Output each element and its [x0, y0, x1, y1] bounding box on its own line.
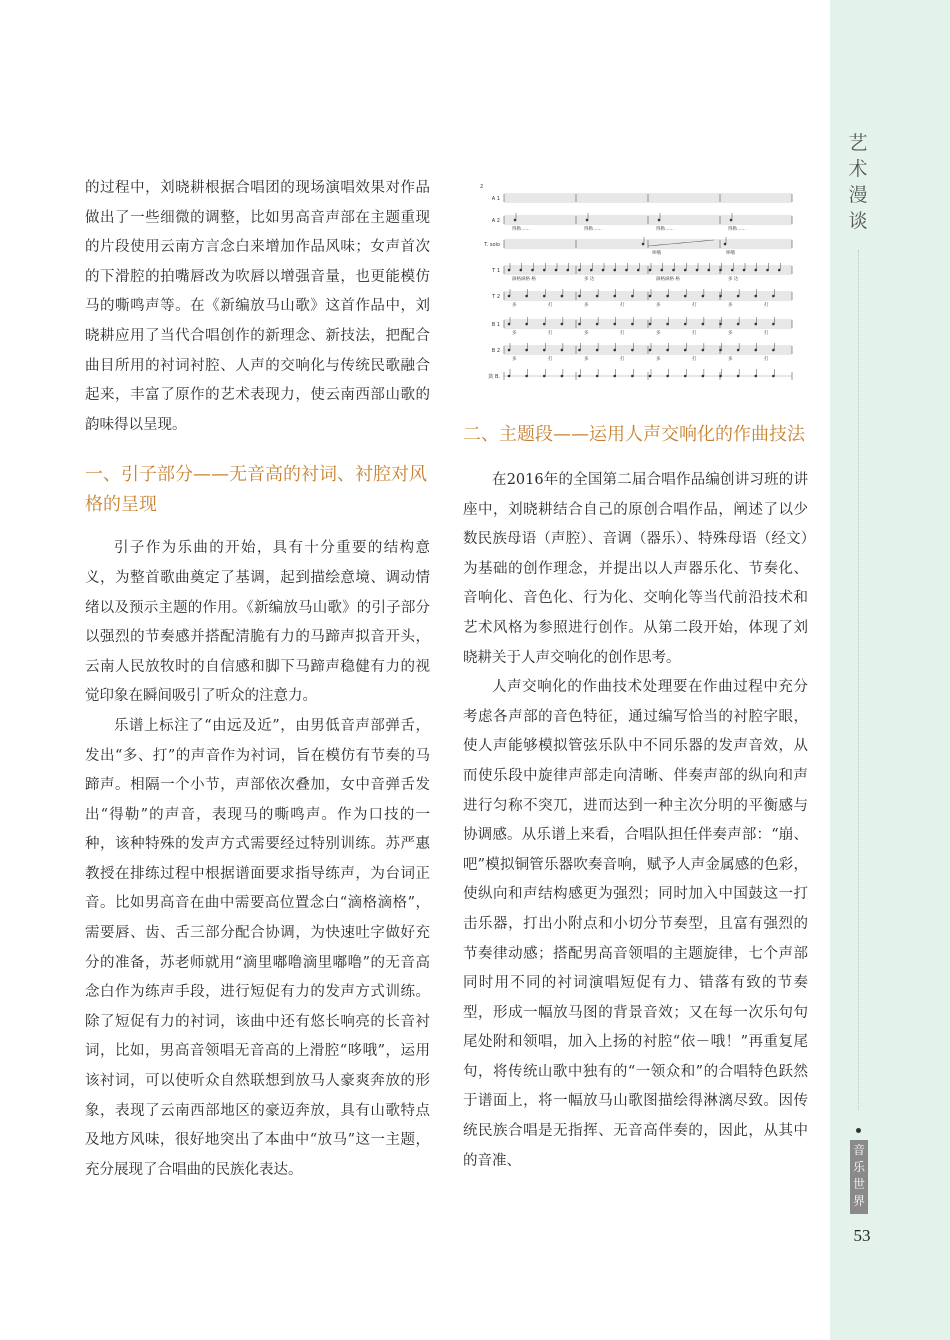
note-head [613, 375, 616, 378]
note-head [561, 295, 564, 298]
note-head [578, 323, 581, 326]
lyric-b2: 打 [548, 357, 553, 362]
note-head [613, 295, 616, 298]
paragraph-lecture: 在2016年的全国第二届合唱作品编创讲习班的讲座中，刘晓耕结合自己的原创合唱作品，阐述了以少数民族母语（声腔）、音调（器乐）、特殊母语（经文）为基础的创作理念，并提出以人声器乐化、节奏化、音响化、音色化、行为化、交响化等当代前沿技术和艺术风格为参照进行创作。从第二段开始，体现了刘晓耕关于人声交响化的创作思考。 [463, 472, 808, 666]
score-measure-number: 2 [480, 184, 484, 190]
note-head [702, 295, 705, 298]
note-head [613, 269, 616, 272]
note-head [631, 295, 634, 298]
note-head [778, 269, 781, 272]
score-part-label: T. solo [484, 242, 500, 248]
note-head [578, 349, 581, 352]
note-head [596, 295, 599, 298]
lyric-b1: 打 [548, 331, 553, 336]
note-head [658, 219, 661, 222]
note-head [772, 295, 775, 298]
note-head [649, 375, 652, 378]
paragraph-intro: 的过程中，刘晓耕根据合唱团的现场演唱效果对作品做出了一些细微的调整，比如男高音声部在主题重现的片段使用云南方言念白来增加作品风味；女声首次的下滑腔的拍嘴唇改为吹唇以增强音量，也更能模仿马的嘶鸣声等。在《新编放马山歌》这首作品中，刘晓耕应用了当代合唱创作的新理念、新技法，把配合曲目所用的衬词衬腔、人声的交响化与传统民歌融合起来，丰富了原作的艺术表现力，使云南西部山歌的韵味得以呈现。 [85, 180, 430, 433]
note-head [525, 323, 528, 326]
lyric-t2: 打 [548, 303, 553, 308]
lyric-t2: 打 [692, 303, 697, 308]
lyric-b1: 多 [584, 331, 589, 336]
note-head [649, 323, 652, 326]
note-head [514, 219, 517, 222]
score-part-label: T 2 [492, 294, 500, 300]
note-head [684, 269, 687, 272]
dot-mark [856, 1128, 861, 1133]
note-head [613, 349, 616, 352]
score-part-label: T 1 [492, 268, 500, 274]
note-head [578, 295, 581, 298]
note-head [743, 269, 746, 272]
lyric-b2: 多 [656, 357, 661, 362]
lyric-t2: 打 [620, 303, 625, 308]
score-part-label: 鼓 B. [488, 374, 500, 380]
note-head [719, 269, 722, 272]
lyric-t1: 多 达 [584, 277, 595, 282]
lyric-a2: 得勒…… [728, 227, 746, 232]
score-part-label: A 2 [491, 218, 500, 224]
note-head [649, 269, 652, 272]
note-head [525, 349, 528, 352]
note-head [737, 323, 740, 326]
note-head [543, 269, 546, 272]
lyric-tsolo: 哆哦 [726, 251, 735, 256]
note-head [754, 295, 757, 298]
note-head [719, 375, 722, 378]
note-head [737, 375, 740, 378]
lyric-b1: 打 [764, 331, 769, 336]
note-head [772, 375, 775, 378]
note-head [543, 375, 546, 378]
note-head [754, 375, 757, 378]
note-head [561, 349, 564, 352]
note-head [737, 295, 740, 298]
lyric-t1: 多 达 [728, 277, 739, 282]
note-head [525, 375, 528, 378]
note-head [754, 349, 757, 352]
lyric-b2: 打 [764, 357, 769, 362]
note-head [707, 269, 710, 272]
lyric-t2: 多 [656, 303, 661, 308]
note-head [684, 349, 687, 352]
note-head [666, 375, 669, 378]
note-head [719, 295, 722, 298]
note-head [666, 349, 669, 352]
music-score [476, 184, 794, 390]
lyric-t2: 多 [584, 303, 589, 308]
note-head [602, 269, 605, 272]
note-head [596, 323, 599, 326]
note-head [772, 323, 775, 326]
note-head [543, 349, 546, 352]
note-head [684, 375, 687, 378]
lyric-b1: 多 [656, 331, 661, 336]
lyric-b1: 打 [692, 331, 697, 336]
paragraph-symphonic: 人声交响化的作曲技术处理要在作曲过程中充分考虑各声部的音色特征，通过编写恰当的衬腔字眼，使人声能够模拟管弦乐队中不同乐器的发声音效，从而使乐段中旋律声部走向清晰、伴奏声部的纵向和声进行匀称不突兀，进而达到一种主次分明的平衡感与协调感。从乐谱上来看，合唱队担任伴奏声部：“崩、吧”模拟铜管乐器吹奏音响，赋予人声金属感的色彩，使纵向和声结构感更为强烈；同时加入中国鼓这一打击乐器，打出小附点和小切分节奏型，且富有强烈的节奏律动感；搭配男高音领唱的主题旋律，七个声部同时用不同的衬词演唱短促有力、错落有致的节奏型，形成一幅放马图的背景音效；又在每一次乐句句尾处附和领唱，加入上扬的衬腔“依－哦！”再重复尾句，将传统山歌中独有的“一领众和”的合唱特色跃然于谱面上，将一幅放马山歌图描绘得淋漓尽致。因传统民族合唱是无指挥、无音高伴奏的，因此，从其中的音准、 [463, 679, 808, 1169]
note-head [766, 269, 769, 272]
note-head [724, 243, 727, 246]
note-head [754, 323, 757, 326]
note-head [631, 349, 634, 352]
note-head [660, 269, 663, 272]
note-head [642, 243, 645, 246]
score-part-label: A 1 [491, 196, 500, 202]
note-head [730, 219, 733, 222]
column-label: 艺术漫谈 [848, 132, 870, 232]
note-head [596, 375, 599, 378]
dotted-rule [858, 250, 859, 1110]
note-head [631, 375, 634, 378]
note-head [719, 349, 722, 352]
note-head [702, 323, 705, 326]
note-head [566, 269, 569, 272]
note-head [508, 269, 511, 272]
note-head [508, 349, 511, 352]
note-head [586, 219, 589, 222]
note-head [508, 295, 511, 298]
note-head [508, 375, 511, 378]
paragraph-tongue-roll: 乐谱上标注了“由远及近”，由男低音声部弹舌，发出“多、打”的声音作为衬词，旨在模仿有节奏的马蹄声。相隔一个小节，声部依次叠加，女中音弹舌发出“得勒”的声音，表现马的嘶鸣声。作为口技的一种，该种特殊的发声方式需要经过特别训练。苏严惠教授在排练过程中根据谱面要求指导练声，为台词正音。比如男高音在曲中需要高位置念白“滴格滴格”，需要唇、齿、舌三部分配合协调，为快速吐字做好充分的准备，苏老师就用“滴里嘟噜滴里嘟噜”的无音高念白作为练声手段，进行短促有力的发声方式训练。除了短促有力的衬词，该曲中还有悠长响亮的长音衬词，比如，男高音领唱无音高的上滑腔“哆哦”，运用该衬词，可以使听众自然联想到放马人豪爽奔放的形象，表现了云南西部地区的豪迈奔放，具有山歌特点及地方风味，很好地突出了本曲中“放马”这一主题，充分展现了合唱曲的民族化表达。 [85, 717, 430, 1178]
note-head [637, 269, 640, 272]
lyric-b2: 多 [512, 357, 517, 362]
note-head [596, 349, 599, 352]
note-head [772, 349, 775, 352]
lyric-b2: 打 [620, 357, 625, 362]
lyric-t1: 滴格滴格 格 [512, 277, 536, 282]
lyric-b2: 打 [692, 357, 697, 362]
score-part-label: B 1 [491, 322, 500, 328]
lyric-t2: 多 [728, 303, 733, 308]
note-head [672, 269, 675, 272]
lyric-tsolo: 哆哦 [652, 251, 661, 256]
note-head [613, 323, 616, 326]
lyric-a2: 得勒…… [584, 227, 602, 232]
lyric-b2: 多 [584, 357, 589, 362]
lyric-a2: 得勒…… [512, 227, 530, 232]
note-head [590, 269, 593, 272]
score-svg [476, 184, 794, 390]
lyric-t2: 多 [512, 303, 517, 308]
score-part-label: B 2 [491, 348, 500, 354]
note-head [666, 323, 669, 326]
lyric-a2: 得勒…… [656, 227, 674, 232]
note-head [578, 375, 581, 378]
note-head [737, 349, 740, 352]
note-head [561, 323, 564, 326]
lyric-b1: 打 [620, 331, 625, 336]
lyric-t2: 打 [764, 303, 769, 308]
note-head [561, 375, 564, 378]
note-head [719, 323, 722, 326]
section-heading-2: 二、主题段——运用人声交响化的作曲技法 [463, 424, 805, 445]
note-head [519, 269, 522, 272]
lyric-b2: 多 [728, 357, 733, 362]
note-head [702, 349, 705, 352]
glissando-line [648, 240, 714, 246]
page-number: 53 [853, 1226, 871, 1245]
paragraph-intro-section: 引子作为乐曲的开始，具有十分重要的结构意义，为整首歌曲奠定了基调，起到描绘意境、调动情绪以及预示主题的作用。《新编放马山歌》的引子部分以强烈的节奏感并搭配清脆有力的马蹄声拟音开头，云南人民放牧时的自信感和脚下马蹄声稳健有力的视觉印象在瞬间吸引了听众的注意力。 [85, 540, 430, 705]
note-head [508, 323, 511, 326]
note-head [684, 323, 687, 326]
note-head [696, 269, 699, 272]
magazine-badge: 音乐世界 [850, 1140, 868, 1214]
left-column [85, 174, 430, 1185]
note-head [543, 295, 546, 298]
section-heading-1: 一、引子部分——无音高的衬词、衬腔对风格的呈现 [85, 464, 427, 516]
note-head [543, 323, 546, 326]
note-head [578, 269, 581, 272]
lyric-b1: 多 [512, 331, 517, 336]
note-head [649, 295, 652, 298]
note-head [631, 323, 634, 326]
note-head [666, 295, 669, 298]
note-head [649, 349, 652, 352]
note-head [525, 295, 528, 298]
note-head [625, 269, 628, 272]
lyric-b1: 多 [728, 331, 733, 336]
note-head [702, 375, 705, 378]
note-head [731, 269, 734, 272]
lyric-t1: 滴格滴格 格 [656, 277, 680, 282]
note-head [754, 269, 757, 272]
note-head [555, 269, 558, 272]
note-head [531, 269, 534, 272]
right-column [463, 420, 808, 1176]
note-head [684, 295, 687, 298]
